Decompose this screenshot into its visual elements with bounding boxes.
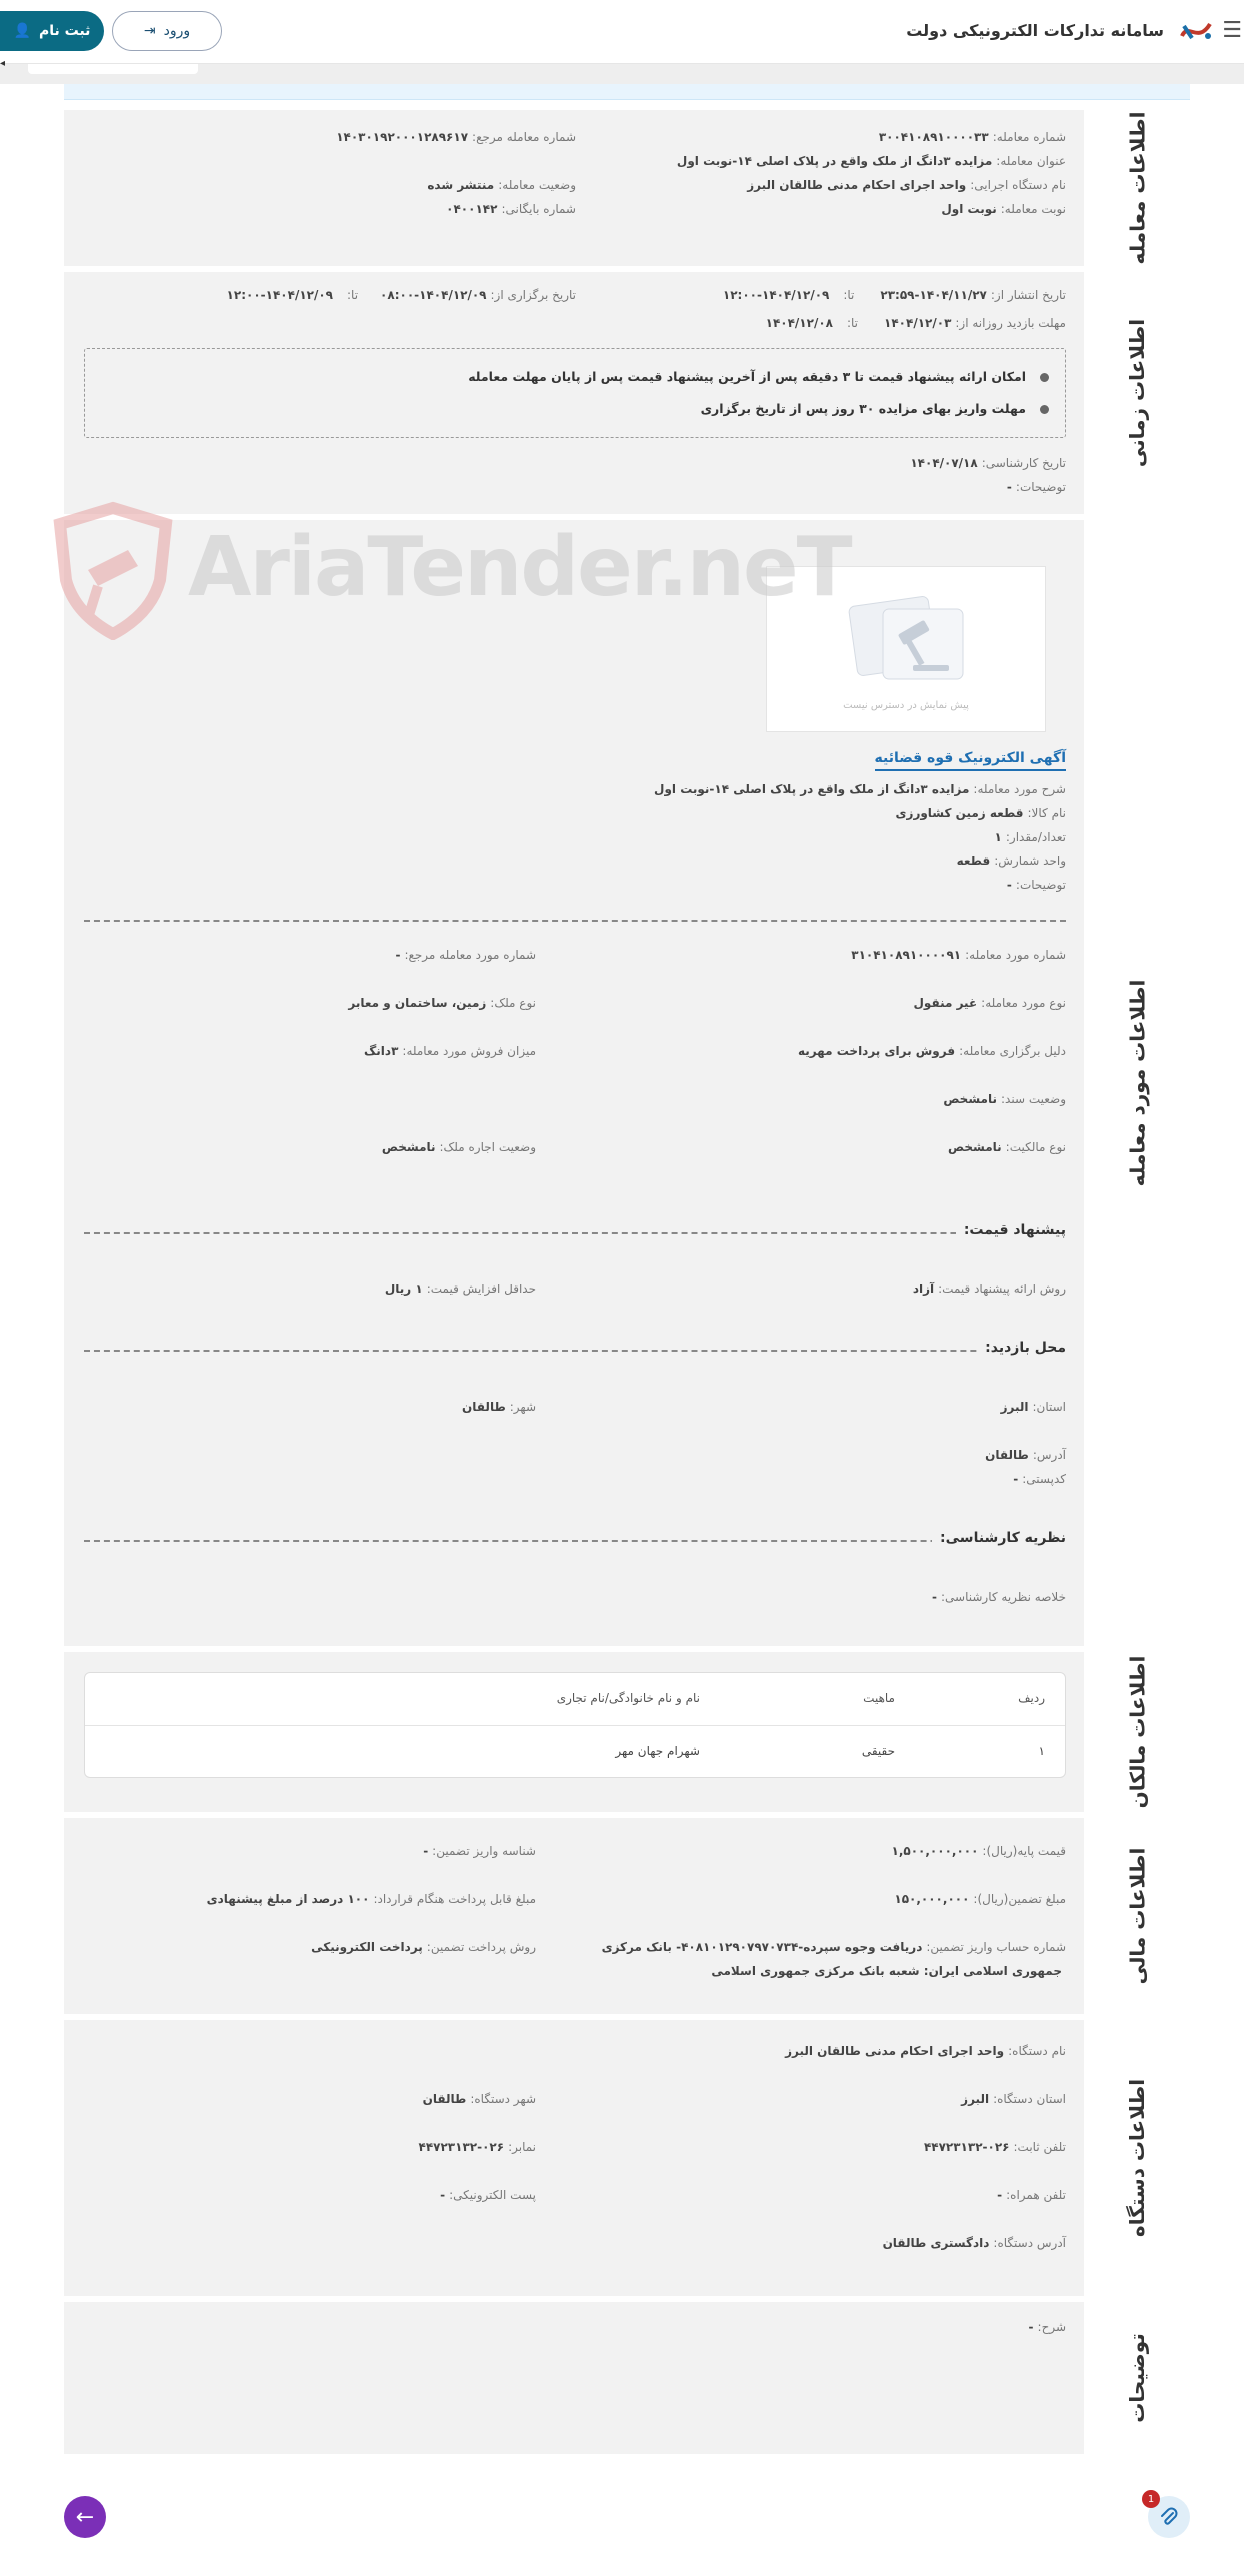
org-province: استان دستگاه:البرز <box>961 2092 1066 2106</box>
document-status: وضعیت سند:نامشخص <box>943 1092 1066 1106</box>
visit-city: شهر:طالقان <box>462 1400 536 1414</box>
section-deal-info <box>64 110 1190 270</box>
divider <box>84 1540 1066 1542</box>
divider <box>84 1350 1066 1352</box>
org-name: نام دستگاه:واحد اجرای احکام مدنی طالقان البرز <box>785 2044 1066 2058</box>
expert-summary: خلاصه نظریه کارشناسی:- <box>932 1590 1066 1604</box>
section-time-info <box>64 272 1190 518</box>
divider <box>84 1232 1066 1234</box>
table-row[interactable] <box>85 1725 1065 1777</box>
deal-archive: شماره بایگانی:۰۴۰۰۱۴۲ <box>446 202 576 216</box>
section-title: توضیحات <box>1125 2333 1149 2423</box>
item-ref-number: شماره مورد معامله مرجع:- <box>395 948 536 962</box>
item-number: شماره مورد معامله:۳۱۰۴۱۰۸۹۱۰۰۰۰۹۱ <box>851 948 1066 962</box>
expert-heading: نظریه کارشناسی: <box>932 1530 1066 1546</box>
watermark <box>48 500 851 640</box>
section-title: اطلاعات معامله <box>1125 111 1149 265</box>
deal-org: نام دستگاه اجرایی:واحد اجرای احکام مدنی طالقان البرز <box>747 178 1066 192</box>
contract-amount: مبلغ قابل پرداخت هنگام قرارداد:۱۰۰ درصد از مبلغ پیشنهادی <box>206 1892 536 1906</box>
ownership-type: نوع مالکیت:نامشخص <box>948 1140 1066 1154</box>
watermark-text: AriaTender.neT <box>188 520 851 615</box>
item-desc: شرح مورد معامله:مزایده ۳دانگ از ملک واقع در پلاک اصلی ۱۴-نوبت اول <box>654 782 1066 796</box>
note-item: امکان ارائه پیشنهاد قیمت تا ۳ دقیقه پس از آخرین پیشنهاد قیمت پس از پایان مهلت معامله <box>468 369 1049 384</box>
cell-row: ۱ <box>1038 1744 1045 1758</box>
watermark-shield-icon <box>48 500 178 640</box>
owners-table <box>84 1672 1066 1778</box>
section-title: اطلاعات مورد معامله <box>1124 979 1149 1187</box>
org-email: پست الکترونیکی:- <box>440 2188 536 2202</box>
register-label: ثبت نام <box>39 23 91 39</box>
deal-number: شماره معامله:۳۰۰۴۱۰۸۹۱۰۰۰۰۳۳ <box>878 130 1066 144</box>
item-qty: تعداد/مقدار:۱ <box>994 830 1066 844</box>
menu-icon[interactable]: ☰ <box>1222 18 1242 43</box>
visit-postal: کدپستی:- <box>1013 1472 1066 1486</box>
deal-round: نوبت معامله:نوبت اول <box>941 202 1066 216</box>
property-type: نوع ملک:زمین، ساختمان و معابر <box>348 996 536 1010</box>
login-label: ورود <box>163 23 191 39</box>
login-button[interactable] <box>112 11 222 51</box>
visit-province: استان:البرز <box>1000 1400 1066 1414</box>
desc-text: شرح:- <box>1028 2320 1066 2334</box>
section-title: اطلاعات زمانی <box>1124 318 1149 468</box>
lease-status: وضعیت اجاره ملک:نامشخص <box>381 1140 536 1154</box>
section-title: اطلاعات مالی <box>1125 1847 1149 1985</box>
note-item: مهلت واریز بهای مزایده ۳۰ روز پس از تاریخ برگزاری <box>701 401 1049 416</box>
login-icon: ⇥ <box>143 23 156 39</box>
section-org-info <box>64 2020 1190 2300</box>
section-owners <box>64 1652 1190 1816</box>
back-button[interactable] <box>64 2496 106 2538</box>
visit-address: آدرس:طالقان <box>985 1448 1066 1462</box>
expert-date: تاریخ کارشناسی:۱۴۰۴/۰۷/۱۸ <box>910 456 1066 470</box>
deal-status: وضعیت معامله:منتشر شده <box>427 178 576 192</box>
attachments-count-badge: 1 <box>1142 2490 1160 2508</box>
deal-ref-number: شماره معامله مرجع:۱۴۰۳۰۱۹۲۰۰۰۱۲۸۹۶۱۷ <box>336 130 576 144</box>
notes-box <box>84 348 1066 438</box>
org-phone: تلفن ثابت:۰۲۶-۴۴۷۲۳۱۳۲ <box>923 2140 1066 2154</box>
app-title: سامانه تدارکات الکترونیکی دولت <box>906 21 1164 40</box>
setad-logo[interactable] <box>1178 14 1214 46</box>
deal-subject: عنوان معامله:مزایده ۳دانگ از ملک واقع در پلاک اصلی ۱۴-نوبت اول <box>676 154 1066 168</box>
edge-marker-icon: ◂ <box>0 58 6 69</box>
divider <box>84 920 1066 922</box>
hold-date: تاریخ برگزاری از:۱۴۰۴/۱۲/۰۹-۰۸:۰۰تا:۱۴۰۴/۱۲/۰۹-۱۲:۰۰ <box>226 288 576 302</box>
guarantee-account-cont: جمهوری اسلامی ایران: شعبه بانک مرکزی جمهوری اسلامی <box>711 1964 1062 1978</box>
col-header-name: نام و نام خانوادگی/نام تجاری <box>556 1691 700 1705</box>
org-mobile: تلفن همراه:- <box>997 2188 1066 2202</box>
min-increase: حداقل افزایش قیمت:۱ ریال <box>384 1282 536 1296</box>
sale-share: میزان فروش مورد معامله:۳دانگ <box>364 1044 536 1058</box>
section-title: اطلاعات دستگاه <box>1125 2078 1149 2238</box>
cell-nature: حقیقی <box>861 1744 895 1758</box>
tab-stub <box>28 64 198 74</box>
item-goods: نام کالا:قطعه زمین کشاورزی <box>895 806 1066 820</box>
item-type: نوع مورد معامله:غیر منقول <box>913 996 1066 1010</box>
arrow-left-icon: ← <box>75 2504 95 2530</box>
col-header-row: ردیف <box>1018 1691 1045 1705</box>
item-unit: واحد شمارش:قطعه <box>956 854 1066 868</box>
info-strip <box>64 84 1190 100</box>
org-address: آدرس دستگاه:دادگستری طالقان <box>882 2236 1066 2250</box>
base-price: قیمت پایه(ریال):۱,۵۰۰,۰۰۰,۰۰۰ <box>891 1844 1066 1858</box>
ad-title-link[interactable]: آگهی الکترونیک قوه قضائیه <box>875 750 1067 771</box>
visit-deadline: مهلت بازدید روزانه از:۱۴۰۴/۱۲/۰۳تا:۱۴۰۴/۱۲/۰۸ <box>765 316 1066 330</box>
visit-heading: محل بازدید: <box>977 1340 1066 1356</box>
section-descriptions <box>64 2302 1190 2458</box>
image-caption: پیش نمایش در دسترس نیست <box>843 700 969 711</box>
section-finance <box>64 1818 1190 2018</box>
col-header-nature: ماهیت <box>863 1691 895 1705</box>
section-title: اطلاعات مالکان <box>1124 1655 1149 1809</box>
org-city: شهر دستگاه:طالقان <box>422 2092 536 2106</box>
time-desc: توضیحات:- <box>1006 480 1066 494</box>
paperclip-icon <box>1159 2507 1179 2527</box>
guarantee-pay-method: روش پرداخت تضمین:پرداخت الکترونیکی <box>311 1940 536 1954</box>
publish-date: تاریخ انتشار از:۱۴۰۴/۱۱/۲۷-۲۳:۵۹تا:۱۴۰۴/۱۲/۰۹-۱۲:۰۰ <box>722 288 1066 302</box>
deposit-id: شناسه واریز تضمین:- <box>423 1844 536 1858</box>
price-heading: پیشنهاد قیمت: <box>956 1222 1066 1238</box>
bid-method: روش ارائه پیشنهاد قیمت:آزاد <box>912 1282 1066 1296</box>
register-button[interactable] <box>0 11 104 51</box>
section-item-info <box>64 520 1190 1650</box>
add-user-icon: 👤 <box>13 23 31 39</box>
deal-reason: دلیل برگزاری معامله:فروش برای پرداخت مهریه <box>797 1044 1066 1058</box>
guarantee-account: شماره حساب واریز تضمین:دریافت وجوه سپرده-۴۰۸۱۰۱۲۹۰۷۹۷۰۷۳۴- بانک مرکزی <box>601 1940 1066 1954</box>
top-header <box>0 0 1244 64</box>
item-notes: توضیحات:- <box>1006 878 1066 892</box>
org-fax: نمابر:۰۲۶-۴۴۷۲۳۱۳۲ <box>418 2140 536 2154</box>
guarantee-amount: مبلغ تضمین(ریال):۱۵۰,۰۰۰,۰۰۰ <box>894 1892 1066 1906</box>
gavel-icon <box>843 587 973 687</box>
cell-name: شهرام جهان مهر <box>615 1744 700 1758</box>
